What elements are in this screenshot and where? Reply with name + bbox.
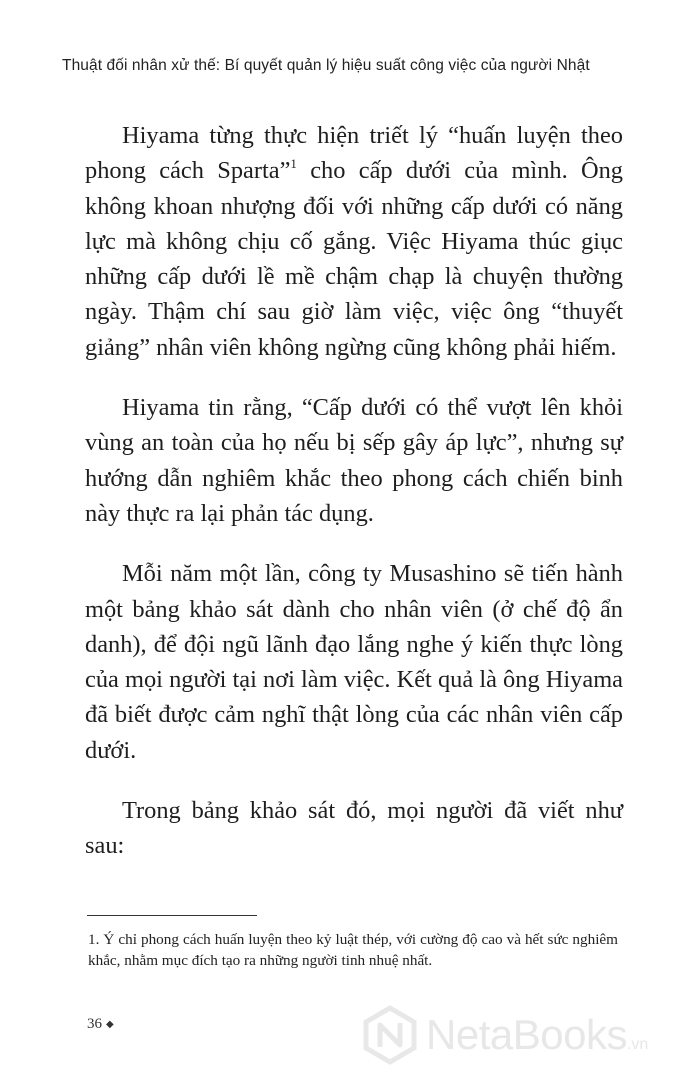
watermark-brand [426, 1011, 648, 1059]
running-header: Thuật đối nhân xử thế: Bí quyết quản lý hiệu suất công việc của người Nhật [62, 57, 590, 74]
page-number [87, 1016, 114, 1033]
footnote: 1. Ý chỉ phong cách huấn luyện theo kỷ luật thép, với cường độ cao và hết sức nghiêm khắc, nhằm mục đích tạo ra những người tinh nhuệ nhất. [88, 931, 618, 969]
paragraph-2: Hiyama tin rằng, “Cấp dưới có thể vượt lên khỏi vùng an toàn của họ nếu bị sếp gây áp lực”, nhưng sự hướng dẫn nghiêm khắc theo phong cách chiến binh này thực ra lại phản tác dụng. [85, 394, 623, 527]
body-text [85, 118, 623, 889]
footnote-divider [87, 915, 257, 916]
page-number-value: 36 [87, 1016, 102, 1032]
watermark-brand-name: NetaBooks [426, 1011, 627, 1058]
page-ornament: ◆ [106, 1019, 114, 1030]
paragraph-1-text-before-ref: Hiyama từng thực hiện triết lý “huấn luyện theo phong cách Sparta” [85, 122, 623, 185]
netabooks-logo-icon [360, 1005, 420, 1065]
footnote-reference[interactable]: 1 [290, 156, 297, 172]
watermark [360, 1000, 695, 1070]
paragraph-4: Trong bảng khảo sát đó, mọi người đã viết như sau: [85, 797, 623, 860]
paragraph-1 [85, 118, 623, 365]
paragraph-1-text-after-ref: cho cấp dưới của mình. Ông không khoan nhượng đối với những cấp dưới có năng lực mà không chịu cố gắng. Việc Hiyama thúc giục những cấp dưới lề mề chậm chạp là chuyện thường ngày. Thậm chí sau giờ làm việc, việc ông “thuyết giảng” nhân viên không ngừng cũng không phải hiếm. [85, 157, 623, 361]
watermark-brand-suffix: .vn [626, 1036, 649, 1053]
paragraph-3: Mỗi năm một lần, công ty Musashino sẽ tiến hành một bảng khảo sát dành cho nhân viên (ở chế độ ẩn danh), để đội ngũ lãnh đạo lắng nghe ý kiến thực lòng của mọi người tại nơi làm việc. Kết quả là ông Hiyama đã biết được cảm nghĩ thật lòng của các nhân viên cấp dưới. [85, 560, 623, 764]
